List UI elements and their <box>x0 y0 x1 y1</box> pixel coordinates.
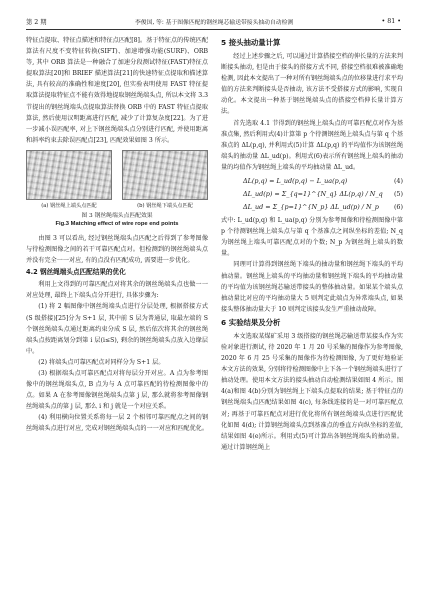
equation-4-formula: ΔL(p,q) = L_ud(p,q) − L_ua(p,q) <box>243 177 348 186</box>
page-header <box>26 14 401 28</box>
paragraph: 特征点提取、特征点描述和特征点匹配[8]。基于特征点的传统匹配算法有尺度不变特征转换(SIFT)、加速增强功能(SURF)、ORB 等, 其中 ORB 算法是一种融合了加速分段测试特征(FAST)特征点提取算法[20]和 BRIEF 描述算法[21]的快速特征点提取和描述算法, 具有较高的准确性和速度[20], 但实验表明使用 FAST 特征提取算法提取特征点不能有效得地提取钢丝绳端头点, 所以本文将 3.3 节提出的钢丝绳端头点提取算法替换 ORB 中的 FAST 特征点提取算法, 然后使用汉明距离进行匹配, 减少了计算复杂度[22]。为了进一步减小误匹配率, 对上下钢丝绳端头点分别进行匹配, 并使用距离和斜率约束去除误匹配点[23], 匹配效果如图 3 所示。 <box>26 37 208 144</box>
equation-6-formula: ΔL_ud = Σ_{p=1}^{N_p} ΔL_ud(p) / N_p <box>243 203 379 212</box>
paragraph: 式中: L_ud(p,q) 和 L_ua(p,q) 分别为参考图像和待检测图像中第 p 个待测钢丝绳上端头点与第 q 个基准点之间纵坐标的差值; N_q 为钢丝绳上端头可靠匹配点对的个数; N_p 为钢丝绳上端头的数量。 <box>221 217 403 258</box>
figure-panel-a <box>26 150 112 210</box>
figure-caption-en: Fig.3 Matching effect of wire rope end points <box>55 221 179 228</box>
section-heading-5: 5 接头抽动量计算 <box>221 38 281 47</box>
wire-rope-upper-match-image <box>26 150 112 200</box>
equation-4 <box>221 176 403 186</box>
section-heading-4-2: 4.2 钢丝绳端头点匹配结果的优化 <box>26 268 126 277</box>
left-column <box>26 35 208 435</box>
paragraph: (1) 将 2 幅图像中钢丝绳端头点进行分层处理, 根据搭接方式(S 级搭接)[25]分为 S+1 层, 其中前 S 层为普通层, 取最左端的 S 个钢丝绳端头点通过距离约束分成 S 层, 然后依次将其余的钢丝绳端头点按距离划分到第 i 层(i≤S), 剩余的钢丝绳端头点放入边缘层中。 <box>26 303 208 355</box>
section-heading-6: 6 实验结果及分析 <box>221 317 281 327</box>
paragraph: (2) 将端头点可靠匹配点对同样分为 S+1 层。 <box>38 358 165 366</box>
paragraph: (3) 根据端头点可靠匹配点对将每层分开对应。A 点为参考图像中的钢丝绳端头点, B 点为与 A 点可靠匹配的待检测图像中的点。如果 A 在参考图像钢丝绳端头点第 j 层, 那么就将参考图像钢丝绳端头点的第 j 层, 那么 i 和 j 就是一个对应关系。 <box>26 369 208 411</box>
page-number: • 81 • <box>381 17 401 25</box>
issue-number: 第 2 期 <box>26 18 47 26</box>
equation-6 <box>221 202 403 212</box>
subcaption-a: (a) 钢丝绳上端头点匹配 <box>41 202 97 209</box>
right-column <box>221 35 403 453</box>
paragraph: 同理可计算得到钢丝绳下端头的抽动量和钢丝绳下端头的平均抽动量。钢丝绳上端头的平均抽动量和钢丝绳下端头的平均抽动量的平均值为该钢丝绳芯输送带接头的整体抽动量。如果某个端头点抽动量比对应的平均抽动量大 5 则判定此端点为异常端头点, 如果接头整体抽动量大于 10 则判定该接头发生严重抽动故障。 <box>221 261 403 313</box>
paragraph: 由图 3 可以看出, 经过钢丝绳端头点匹配之后得到了参考图像与待检测图像之间的若干可靠匹配点对。但检测到的钢丝绳端头点并没有完全一一对应, 有的点没有匹配成功, 需要进一步优化。 <box>26 234 208 265</box>
subcaption-b: (b) 钢丝绳下端头点匹配 <box>137 202 193 209</box>
equation-6-number: (6) <box>393 203 403 212</box>
figure-3 <box>26 150 208 210</box>
paragraph: 利用上文得到的可靠匹配点对将其余的钢丝绳端头点也做一一对应处理, 最终上下端头点分开进行, 具体步骤为: <box>26 281 208 300</box>
equation-5-number: (5) <box>393 190 403 199</box>
paragraph: (4) 利用横向位置关系将每一层 2 个相邻可靠匹配点之间的钢丝绳端头点进行对应, 完成对钢丝绳端头点的一一对应和匹配优化。 <box>26 414 208 433</box>
header-rule <box>26 29 401 30</box>
figure-caption-zh: 图 3 钢丝绳端头点匹配效果 <box>81 212 153 219</box>
equation-5-formula: ΔL_ud(p) = Σ_{q=1}^{N_q} ΔL(p,q) / N_q <box>243 190 383 199</box>
figure-panel-b <box>122 150 208 210</box>
wire-rope-lower-match-image <box>122 150 208 200</box>
equation-5 <box>221 189 403 199</box>
paragraph: 本文选取某煤矿采用 3 级搭接的钢丝绳芯输送带某接头作为实验对象进行测试, 待 2020 年 1 月 20 号采集的图像作为参考图像, 2020 年 6 月 25 号采集的图像作为待检测图像, 为了更好地验证本文方法的效果, 分别将待检测图像中上下各一个钢丝绳端头进行了抽动处理。使用本文方法的接头抽动自动检测结果如图 4 所示。图 4(a)和图 4(b)分别为钢丝绳上下端头点提取的结果; 基于特征点的钢丝绳端头点匹配结果如图 4(c), 每条线连接的是一对可靠匹配点对; 再基于可靠匹配点对进行优化将所有钢丝绳端头点进行匹配优化如图 4(d); 计算钢丝绳端头点到基准点的垂直方向纵坐标的差值, 结果如图 4(e)所示。利用式(5)可计算出各钢丝绳端头的抽动量。通过计算钢丝绳上 <box>221 332 403 451</box>
running-title: 李俊国, 等: 基于图像匹配的钢丝绳芯输送带接头抽动自动检测 <box>134 19 294 26</box>
paragraph: 经过上述步骤之后, 可以通过计算搭接空档的伸长量的方法来判断接头抽动, 但是由于接头的搭接方式不同, 搭接空档很难被准确地检测, 因此本文提出了一种对所有钢丝绳端头点的位移量进行求平均值的方法来判断接头是否抽动, 该方法不受搭接方式的影响, 实现自动化。本文提出一种基于钢丝绳端头点的搭接空档伸长量计算方法。 <box>221 53 404 116</box>
paragraph: 首先选取 4.1 节得到的钢丝绳上端头点的可靠匹配点对作为基准点集, 然后利用式(4)计算第 p 个待测钢丝绳上端头点与第 q 个基准点的 ΔL(p,q), 并利用式(5)计算 ΔL(p,q) 的平均值作为该钢丝绳端头的抽动量 ΔL_ud(p)。利用式(6)表示所有钢丝绳上端头的抽动量的均值作为钢丝绳上端头的平均抽动量 ΔL_ud。 <box>221 119 403 171</box>
equation-4-number: (4) <box>393 177 403 186</box>
